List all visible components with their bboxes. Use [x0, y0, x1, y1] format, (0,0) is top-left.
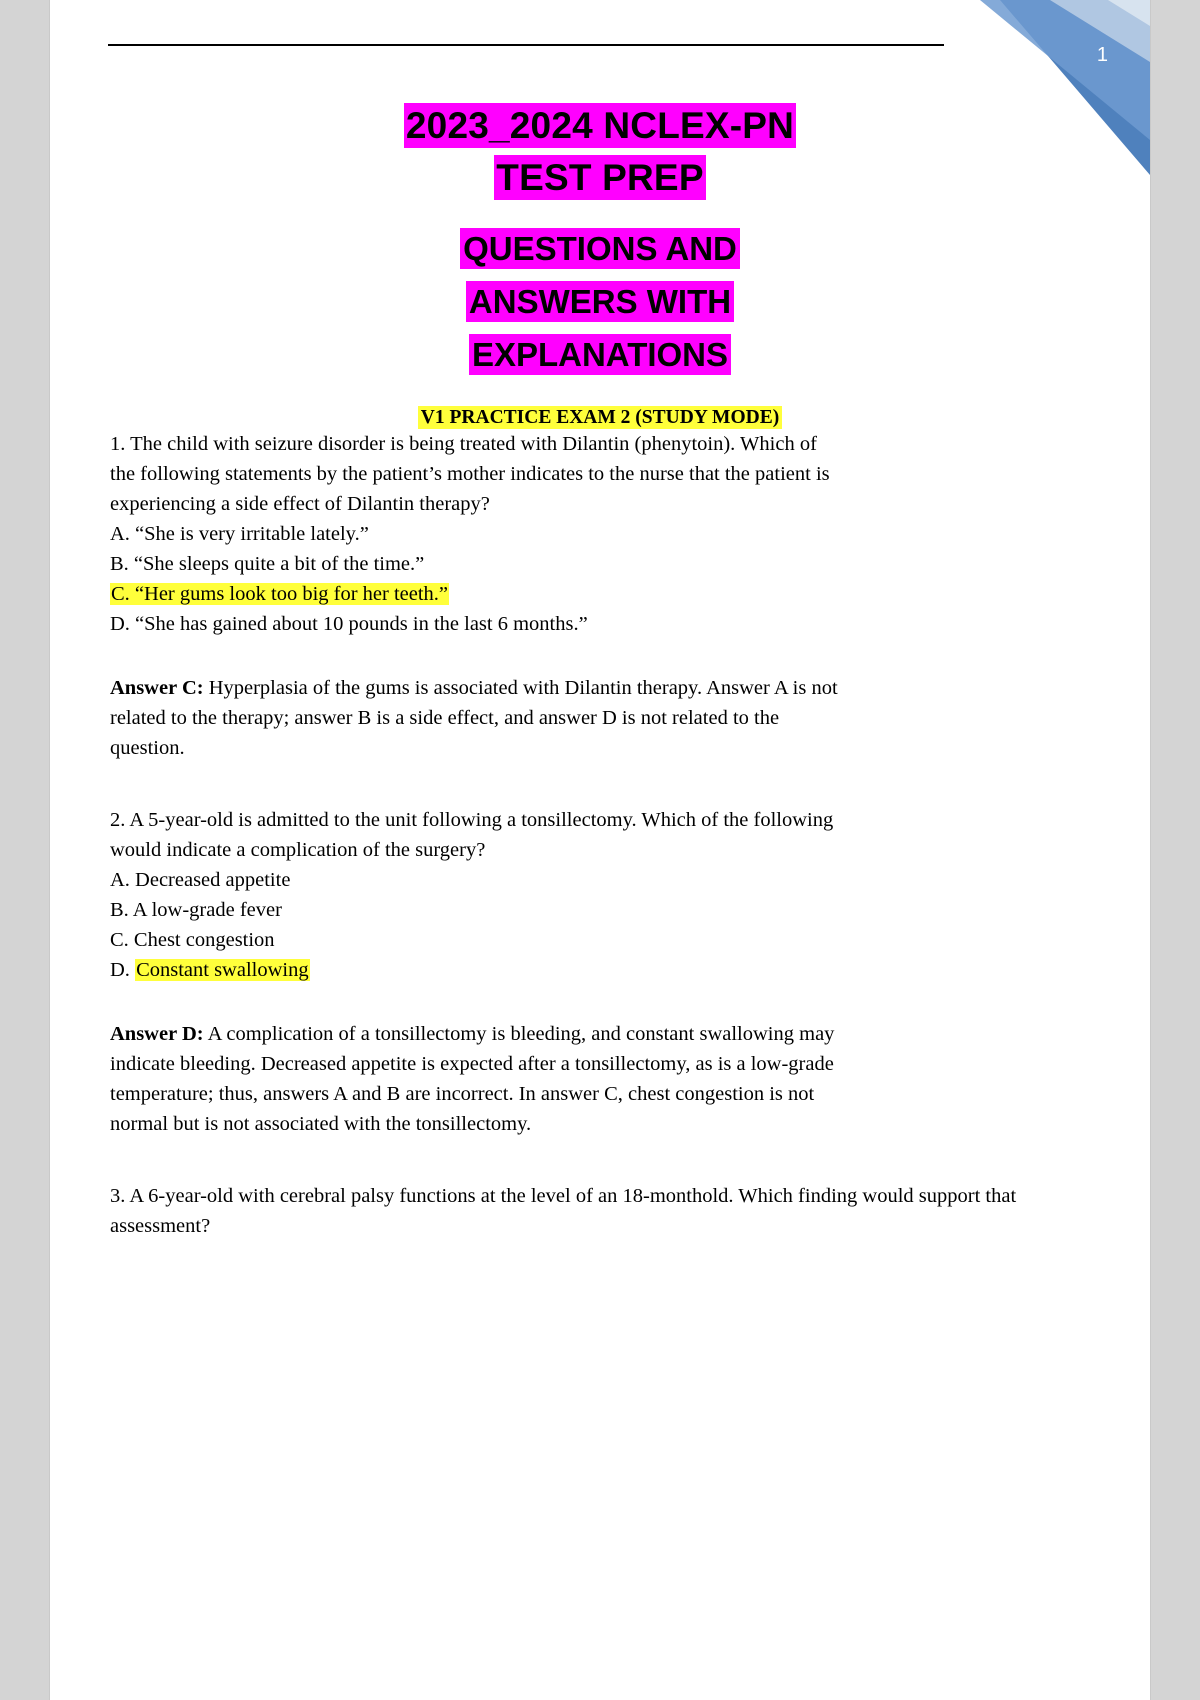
subtitle-line-3-text: EXPLANATIONS [469, 334, 731, 375]
question-2 [110, 805, 840, 985]
title-gap [240, 204, 960, 222]
subtitle-line-2-text: ANSWERS WITH [466, 281, 734, 322]
title-line-2 [240, 152, 960, 204]
exam-mode-line [110, 407, 1090, 429]
document-page [50, 0, 1150, 1700]
document-title-block [240, 100, 960, 381]
question-1-spacer [110, 763, 1090, 805]
question-1-answer-label: Answer C: [110, 677, 204, 699]
question-1-stem: 1. The child with seizure disorder is being treated with Dilantin (phenytoin). Which of the following statements by the patient’s mother indicates to the nurse that the patient is experiencing a side effect of Dilantin therapy? [110, 433, 830, 515]
question-1-option-c[interactable] [110, 579, 840, 609]
question-1-option-d[interactable]: D. “She has gained about 10 pounds in the last 6 months.” [110, 613, 588, 635]
question-1-answer-text: Hyperplasia of the gums is associated with Dilantin therapy. Answer A is not related to the therapy; answer B is a side effect, and answer D is not related to the question. [110, 677, 838, 759]
question-2-answer-text: A complication of a tonsillectomy is bleeding, and constant swallowing may indicate bleeding. Decreased appetite is expected after a tonsillectomy, as is a low-grade temperature; thus, answers A and B are incorrect. In answer C, chest congestion is not normal but is not associated with the tonsillectomy. [110, 1023, 835, 1135]
subtitle-line-1-text: QUESTIONS AND [460, 228, 740, 269]
question-1 [110, 429, 840, 639]
question-2-option-c[interactable]: C. Chest congestion [110, 929, 275, 951]
document-content [50, 0, 1150, 1241]
question-3 [110, 1181, 1110, 1241]
question-2-answer [110, 1019, 840, 1139]
question-1-option-b[interactable]: B. “She sleeps quite a bit of the time.” [110, 553, 425, 575]
question-2-option-d-text: Constant swallowing [136, 959, 309, 981]
question-2-answer-label: Answer D: [110, 1023, 204, 1045]
subtitle-line-2 [240, 275, 960, 328]
subtitle-line-3 [240, 328, 960, 381]
question-2-option-a[interactable]: A. Decreased appetite [110, 869, 291, 891]
title-line-1 [240, 100, 960, 152]
question-2-stem: 2. A 5-year-old is admitted to the unit following a tonsillectomy. Which of the following would indicate a complication of the surgery? [110, 809, 834, 861]
subtitle-line-1 [240, 222, 960, 275]
question-1-answer [110, 673, 840, 763]
question-3-stem: 3. A 6-year-old with cerebral palsy functions at the level of an 18-monthold. Which finding would support that assessment? [110, 1185, 1017, 1237]
title-line-1-text: 2023_2024 NCLEX-PN [405, 105, 795, 146]
question-2-option-d[interactable] [110, 955, 840, 985]
question-2-option-b[interactable]: B. A low-grade fever [110, 899, 282, 921]
question-1-option-a[interactable]: A. “She is very irritable lately.” [110, 523, 369, 545]
page-number: 1 [1096, 44, 1108, 66]
question-1-option-c-text: C. “Her gums look too big for her teeth.” [111, 583, 449, 605]
exam-mode-text: V1 PRACTICE EXAM 2 (STUDY MODE) [418, 406, 782, 429]
question-2-spacer [110, 1139, 1090, 1181]
title-line-2-text: TEST PREP [496, 157, 704, 198]
question-2-option-d-prefix: D. [110, 959, 136, 981]
